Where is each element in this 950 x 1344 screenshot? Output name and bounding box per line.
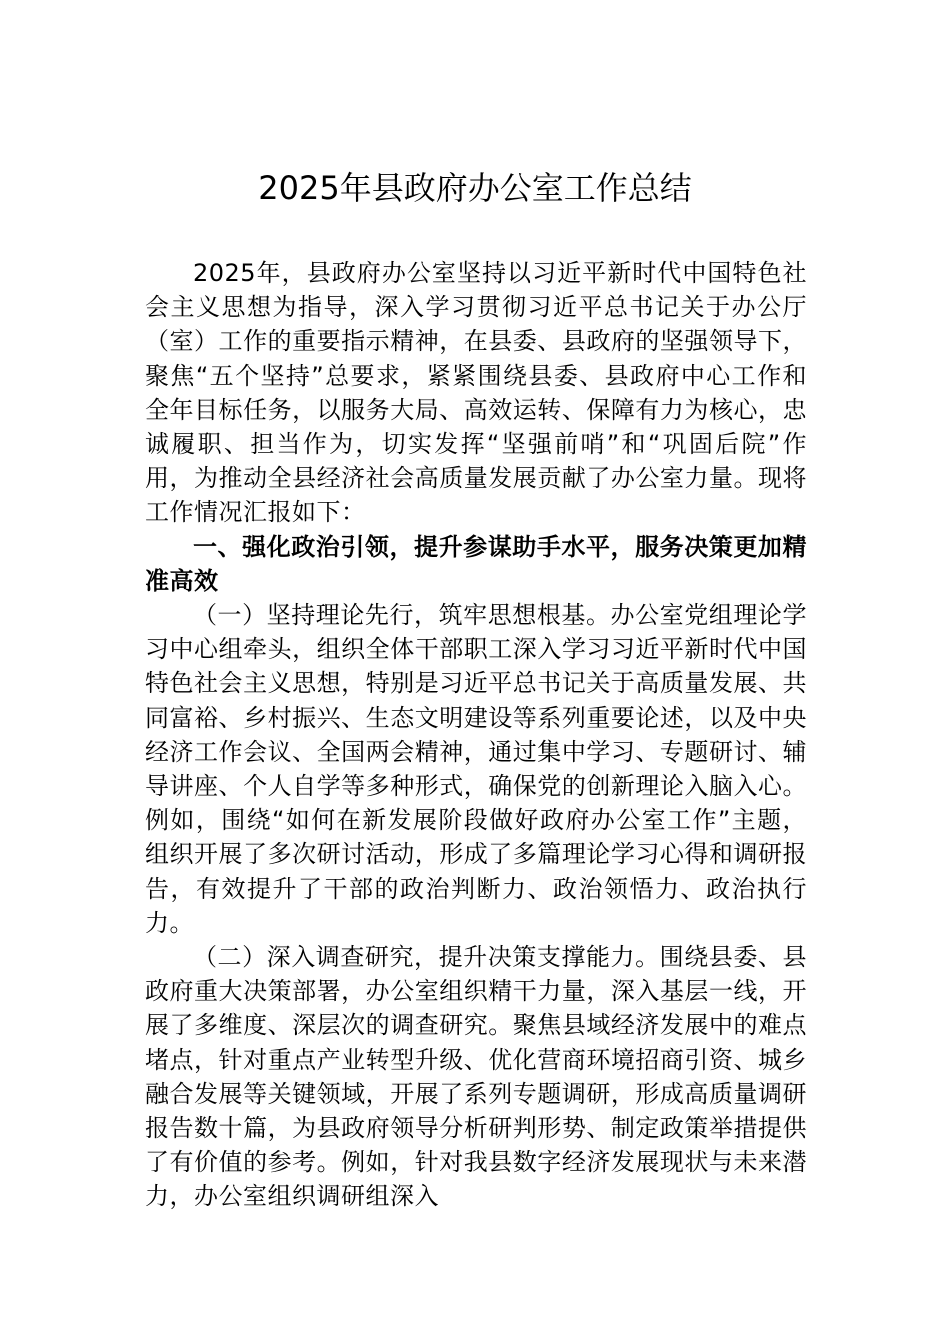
section-heading-1: 一、强化政治引领，提升参谋助手水平，服务决策更加精准高效 [145, 532, 807, 595]
subsection-paragraph-2: （二）深入调查研究，提升决策支撑能力。围绕县委、县政府重大决策部署，办公室组织精干力量，深入基层一线，开展了多维度、深层次的调查研究。聚焦县域经济发展中的难点堵点，针对重点产业转型升级、优化营商环境招商引资、城乡融合发展等关键领域，开展了系列专题调研，形成高质量调研报告数十篇，为县政府领导分析研判形势、制定政策举措提供了有价值的参考。例如，针对我县数字经济发展现状与未来潜力，办公室组织调研组深入 [145, 943, 807, 1211]
document-body [145, 256, 807, 1214]
subsection-paragraph-1: （一）坚持理论先行，筑牢思想根基。办公室党组理论学习中心组牵头，组织全体干部职工深入学习习近平新时代中国特色社会主义思想，特别是习近平总书记关于高质量发展、共同富裕、乡村振兴、生态文明建设等系列重要论述，以及中央经济工作会议、全国两会精神，通过集中学习、专题研讨、辅导讲座、个人自学等多种形式，确保党的创新理论入脑入心。例如，围绕“如何在新发展阶段做好政府办公室工作”主题，组织开展了多次研讨活动，形成了多篇理论学习心得和调研报告，有效提升了干部的政治判断力、政治领悟力、政治执行力。 [145, 601, 807, 937]
document-title: 2025年县政府办公室工作总结 [258, 169, 692, 207]
intro-paragraph: 2025年，县政府办公室坚持以习近平新时代中国特色社会主义思想为指导，深入学习贯彻习近平总书记关于办公厅（室）工作的重要指示精神，在县委、县政府的坚强领导下，聚焦“五个坚持”总要求，紧紧围绕县委、县政府中心工作和全年目标任务，以服务大局、高效运转、保障有力为核心，忠诚履职、担当作为，切实发挥“坚强前哨”和“巩固后院”作用，为推动全县经济社会高质量发展贡献了办公室力量。现将工作情况汇报如下： [145, 259, 807, 527]
